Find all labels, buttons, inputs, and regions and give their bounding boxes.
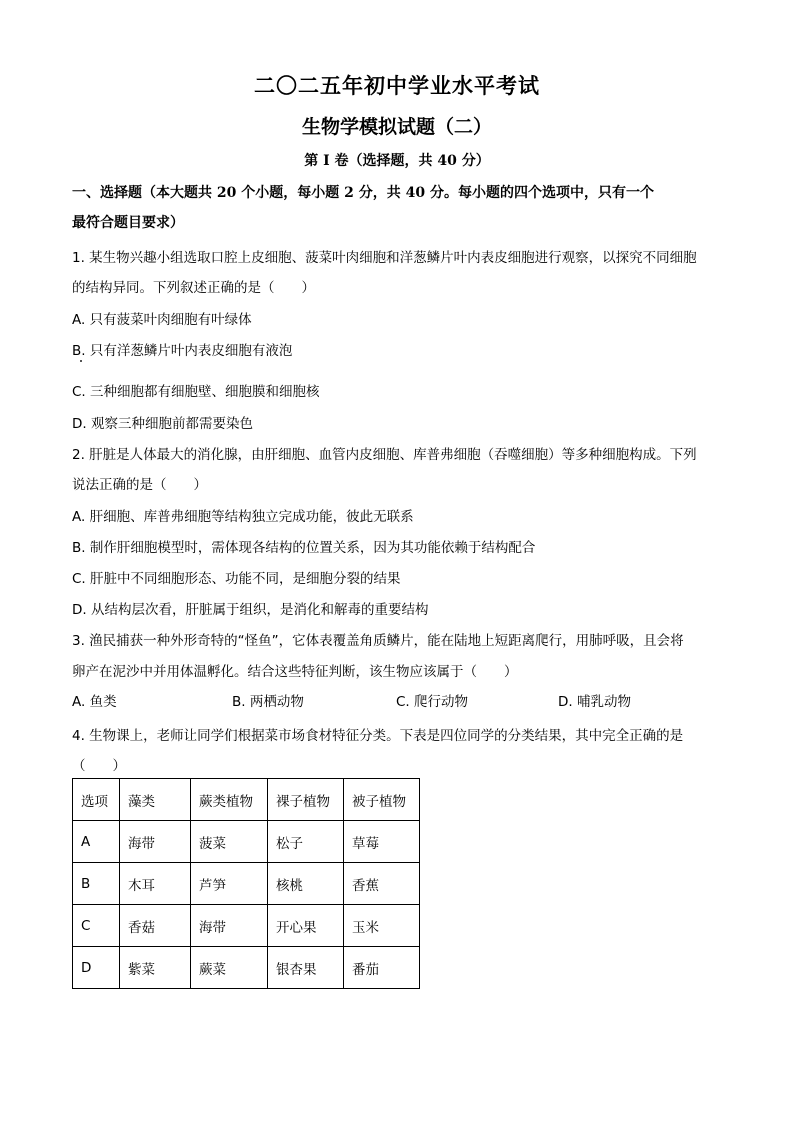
table-header-cell: 选项: [73, 779, 120, 821]
q3-stem-line1: 3. 渔民捕获一种外形奇特的“怪鱼”，它体表覆盖角质鳞片，能在陆地上短距离爬行，用肺呼吸，且会将: [72, 633, 684, 649]
q1-option-c: C. 三种细胞都有细胞壁、细胞膜和细胞核: [72, 384, 320, 400]
q1-stem-line2: 的结构异同。下列叙述正确的是（ ）: [72, 280, 315, 296]
table-cell: 香菇: [120, 905, 191, 947]
table-row: [73, 863, 420, 905]
table-cell: 海带: [191, 905, 268, 947]
table-cell: 银杏果: [268, 947, 344, 989]
q2-stem-line1: 2. 肝脏是人体最大的消化腺，由肝细胞、血管内皮细胞、库普弗细胞（吞噬细胞）等多种细胞构成。下列: [72, 447, 697, 463]
exam-subtitle: 生物学模拟试题（二）: [301, 116, 492, 138]
table-header-cell: 被子植物: [344, 779, 420, 821]
table-cell: B: [73, 863, 120, 905]
section-heading-line2: 最符合题目要求）: [72, 215, 184, 231]
q1-stem-line1: 1. 某生物兴趣小组选取口腔上皮细胞、菠菜叶肉细胞和洋葱鳞片叶内表皮细胞进行观察，以探究不同细胞: [72, 250, 697, 266]
q2-option-b: B. 制作肝细胞模型时，需体现各结构的位置关系，因为其功能依赖于结构配合: [72, 540, 536, 556]
table-row: [73, 821, 420, 863]
table-cell: D: [73, 947, 120, 989]
q2-option-a: A. 肝细胞、库普弗细胞等结构独立完成功能，彼此无联系: [72, 509, 414, 525]
table-cell: C: [73, 905, 120, 947]
q3-option-d: D. 哺乳动物: [558, 694, 631, 710]
table-cell: 核桃: [268, 863, 344, 905]
table-cell: 木耳: [120, 863, 191, 905]
q1-option-b: B. 只有洋葱鳞片叶内表皮细胞有液泡: [72, 343, 293, 359]
table-header-cell: 裸子植物: [268, 779, 344, 821]
table-row: [73, 947, 420, 989]
table-cell: 蕨菜: [191, 947, 268, 989]
q2-option-c: C. 肝脏中不同细胞形态、功能不同，是细胞分裂的结果: [72, 571, 401, 587]
table-cell: 草莓: [344, 821, 420, 863]
section-heading: [72, 178, 732, 238]
table-cell: 香蕉: [344, 863, 420, 905]
table-header-row: [73, 779, 420, 821]
q1-option-d: D. 观察三种细胞前都需要染色: [72, 416, 253, 432]
q2-stem-line2: 说法正确的是（ ）: [72, 477, 207, 493]
part-heading: 第 I 卷（选择题，共 40 分）: [304, 153, 490, 169]
table-header-cell: 蕨类植物: [191, 779, 268, 821]
table-cell: 芦笋: [191, 863, 268, 905]
table-cell: 紫菜: [120, 947, 191, 989]
table-cell: A: [73, 821, 120, 863]
table-cell: 番茄: [344, 947, 420, 989]
q3-option-c: C. 爬行动物: [396, 694, 469, 710]
table-cell: 菠菜: [191, 821, 268, 863]
q3-stem-line2: 卵产在泥沙中并用体温孵化。结合这些特征判断，该生物应该属于（ ）: [72, 664, 518, 680]
q4-stem-line2: （ ）: [72, 758, 126, 774]
q2-option-d: D. 从结构层次看，肝脏属于组织，是消化和解毒的重要结构: [72, 602, 429, 618]
section-heading-line1: 一、选择题（本大题共 20 个小题，每小题 2 分，共 40 分。每小题的四个选项中，只有一个: [72, 185, 654, 201]
q1-option-a: A. 只有菠菜叶肉细胞有叶绿体: [72, 312, 252, 328]
table-cell: 松子: [268, 821, 344, 863]
exam-title: 二〇二五年初中学业水平考试: [254, 73, 540, 98]
q3-option-a: A. 鱼类: [72, 694, 117, 710]
table-row: [73, 905, 420, 947]
classification-table: [72, 778, 420, 989]
table-header-cell: 藻类: [120, 779, 191, 821]
stray-dot: [80, 360, 82, 362]
table-cell: 玉米: [344, 905, 420, 947]
table-cell: 海带: [120, 821, 191, 863]
q3-options-row: [72, 690, 722, 710]
table-cell: 开心果: [268, 905, 344, 947]
q3-option-b: B. 两栖动物: [232, 694, 304, 710]
q4-stem-line1: 4. 生物课上，老师让同学们根据菜市场食材特征分类。下表是四位同学的分类结果，其中完全正确的是: [72, 728, 684, 744]
